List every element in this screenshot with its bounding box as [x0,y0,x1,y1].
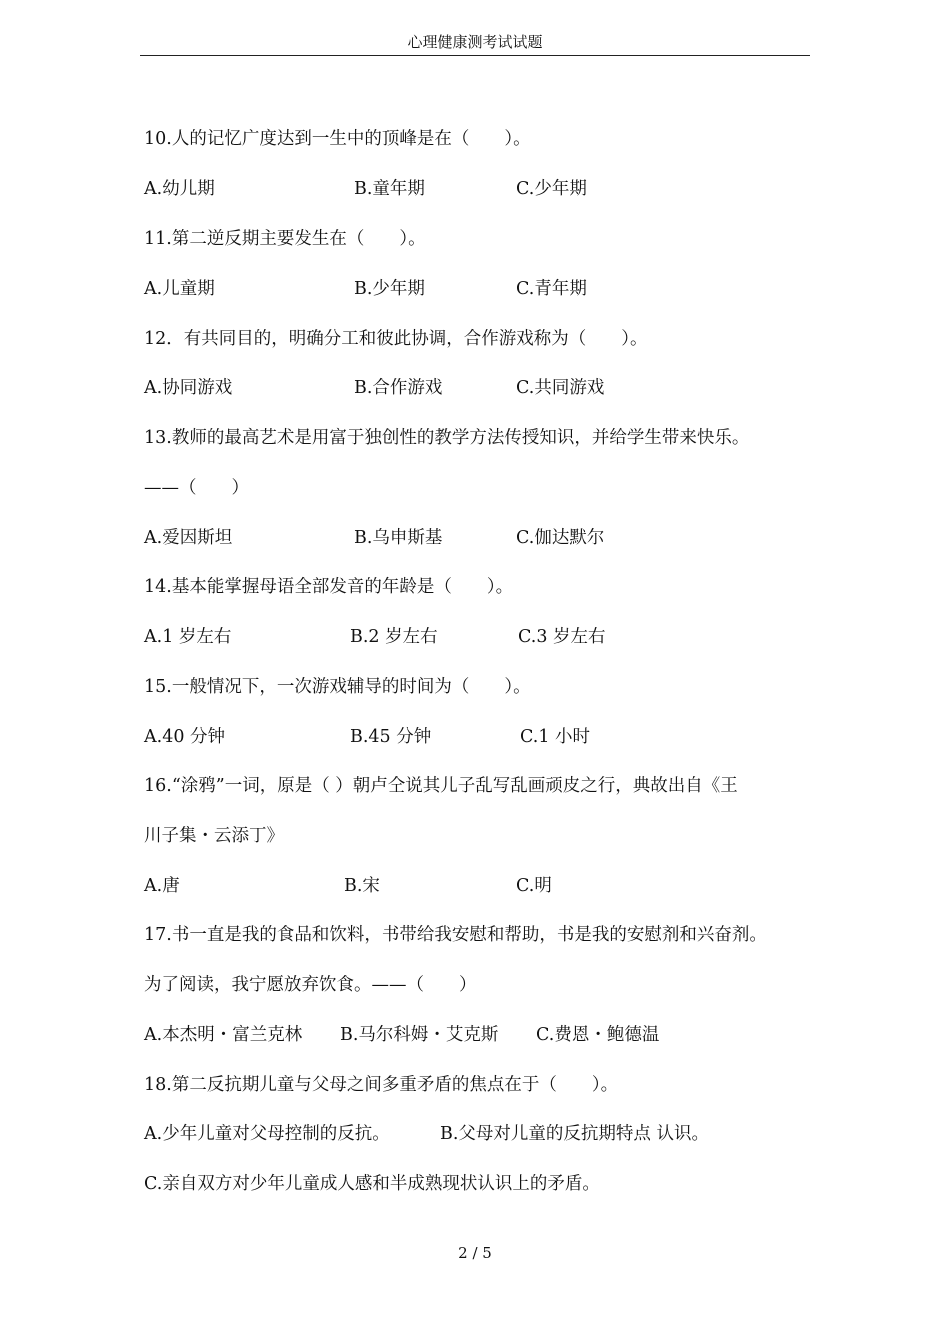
option-a: A.协同游戏 [144,378,233,398]
option-a: A.少年儿童对父母控制的反抗。 [144,1124,390,1144]
option-b: B.少年期 [354,279,425,299]
option-c: C.1 小时 [520,727,591,747]
option-c: C.费恩・鲍德温 [536,1025,660,1045]
question-15-stem: 15.一般情况下，一次游戏辅导的时间为（ ）。 [144,677,531,697]
option-b: B.童年期 [354,179,425,199]
option-b: B.2 岁左右 [350,627,438,647]
option-a: A.唐 [144,876,180,896]
option-b: B.45 分钟 [350,727,432,747]
option-c: C.少年期 [516,179,587,199]
option-c: C.3 岁左右 [518,627,606,647]
option-b: B.乌申斯基 [354,528,443,548]
question-12-stem: 12．有共同目的，明确分工和彼此协调，合作游戏称为（ ）。 [144,329,648,349]
option-b: B.马尔科姆・艾克斯 [340,1025,499,1045]
option-c: C.伽达默尔 [516,528,605,548]
question-11-stem: 11.第二逆反期主要发生在（ ）。 [144,229,426,249]
option-c: C.青年期 [516,279,587,299]
option-c: C.明 [516,876,552,896]
question-10-stem: 10.人的记忆广度达到一生中的顶峰是在（ ）。 [144,129,531,149]
option-a: A.1 岁左右 [144,627,232,647]
question-16-stem-cont: 川子集・云添丁》 [144,826,284,846]
option-c: C.共同游戏 [516,378,605,398]
question-17-stem: 17.书一直是我的食品和饮料，书带给我安慰和帮助，书是我的安慰剂和兴奋剂。 [144,925,767,945]
question-16-stem: 16.“涂鸦”一词，原是（ ）朝卢仝说其儿子乱写乱画顽皮之行，典故出自《王 [144,776,738,796]
question-17-stem-cont: 为了阅读，我宁愿放弃饮食。——（ ） [144,975,477,995]
page-header [140,33,810,56]
option-b: B.合作游戏 [354,378,443,398]
option-c: C.亲自双方对少年儿童成人感和半成熟现状认识上的矛盾。 [144,1174,600,1194]
option-a: A.爱因斯坦 [144,528,233,548]
question-14-stem: 14.基本能掌握母语全部发音的年龄是（ ）。 [144,577,514,597]
question-18-stem: 18.第二反抗期儿童与父母之间多重矛盾的焦点在于（ ）。 [144,1075,619,1095]
header-title: 心理健康测考试试题 [407,33,543,51]
option-a: A.儿童期 [144,279,215,299]
question-13-stem-cont: ——（ ） [144,478,249,498]
question-13-stem: 13.教师的最高艺术是用富于独创性的教学方法传授知识，并给学生带来快乐。 [144,428,750,448]
option-b: B.宋 [344,876,380,896]
option-b: B.父母对儿童的反抗期特点 认识。 [440,1124,709,1144]
option-a: A.幼儿期 [144,179,215,199]
option-a: A.40 分钟 [144,727,226,747]
page-number: 2 / 5 [458,1244,492,1262]
option-a: A.本杰明・富兰克林 [144,1025,303,1045]
